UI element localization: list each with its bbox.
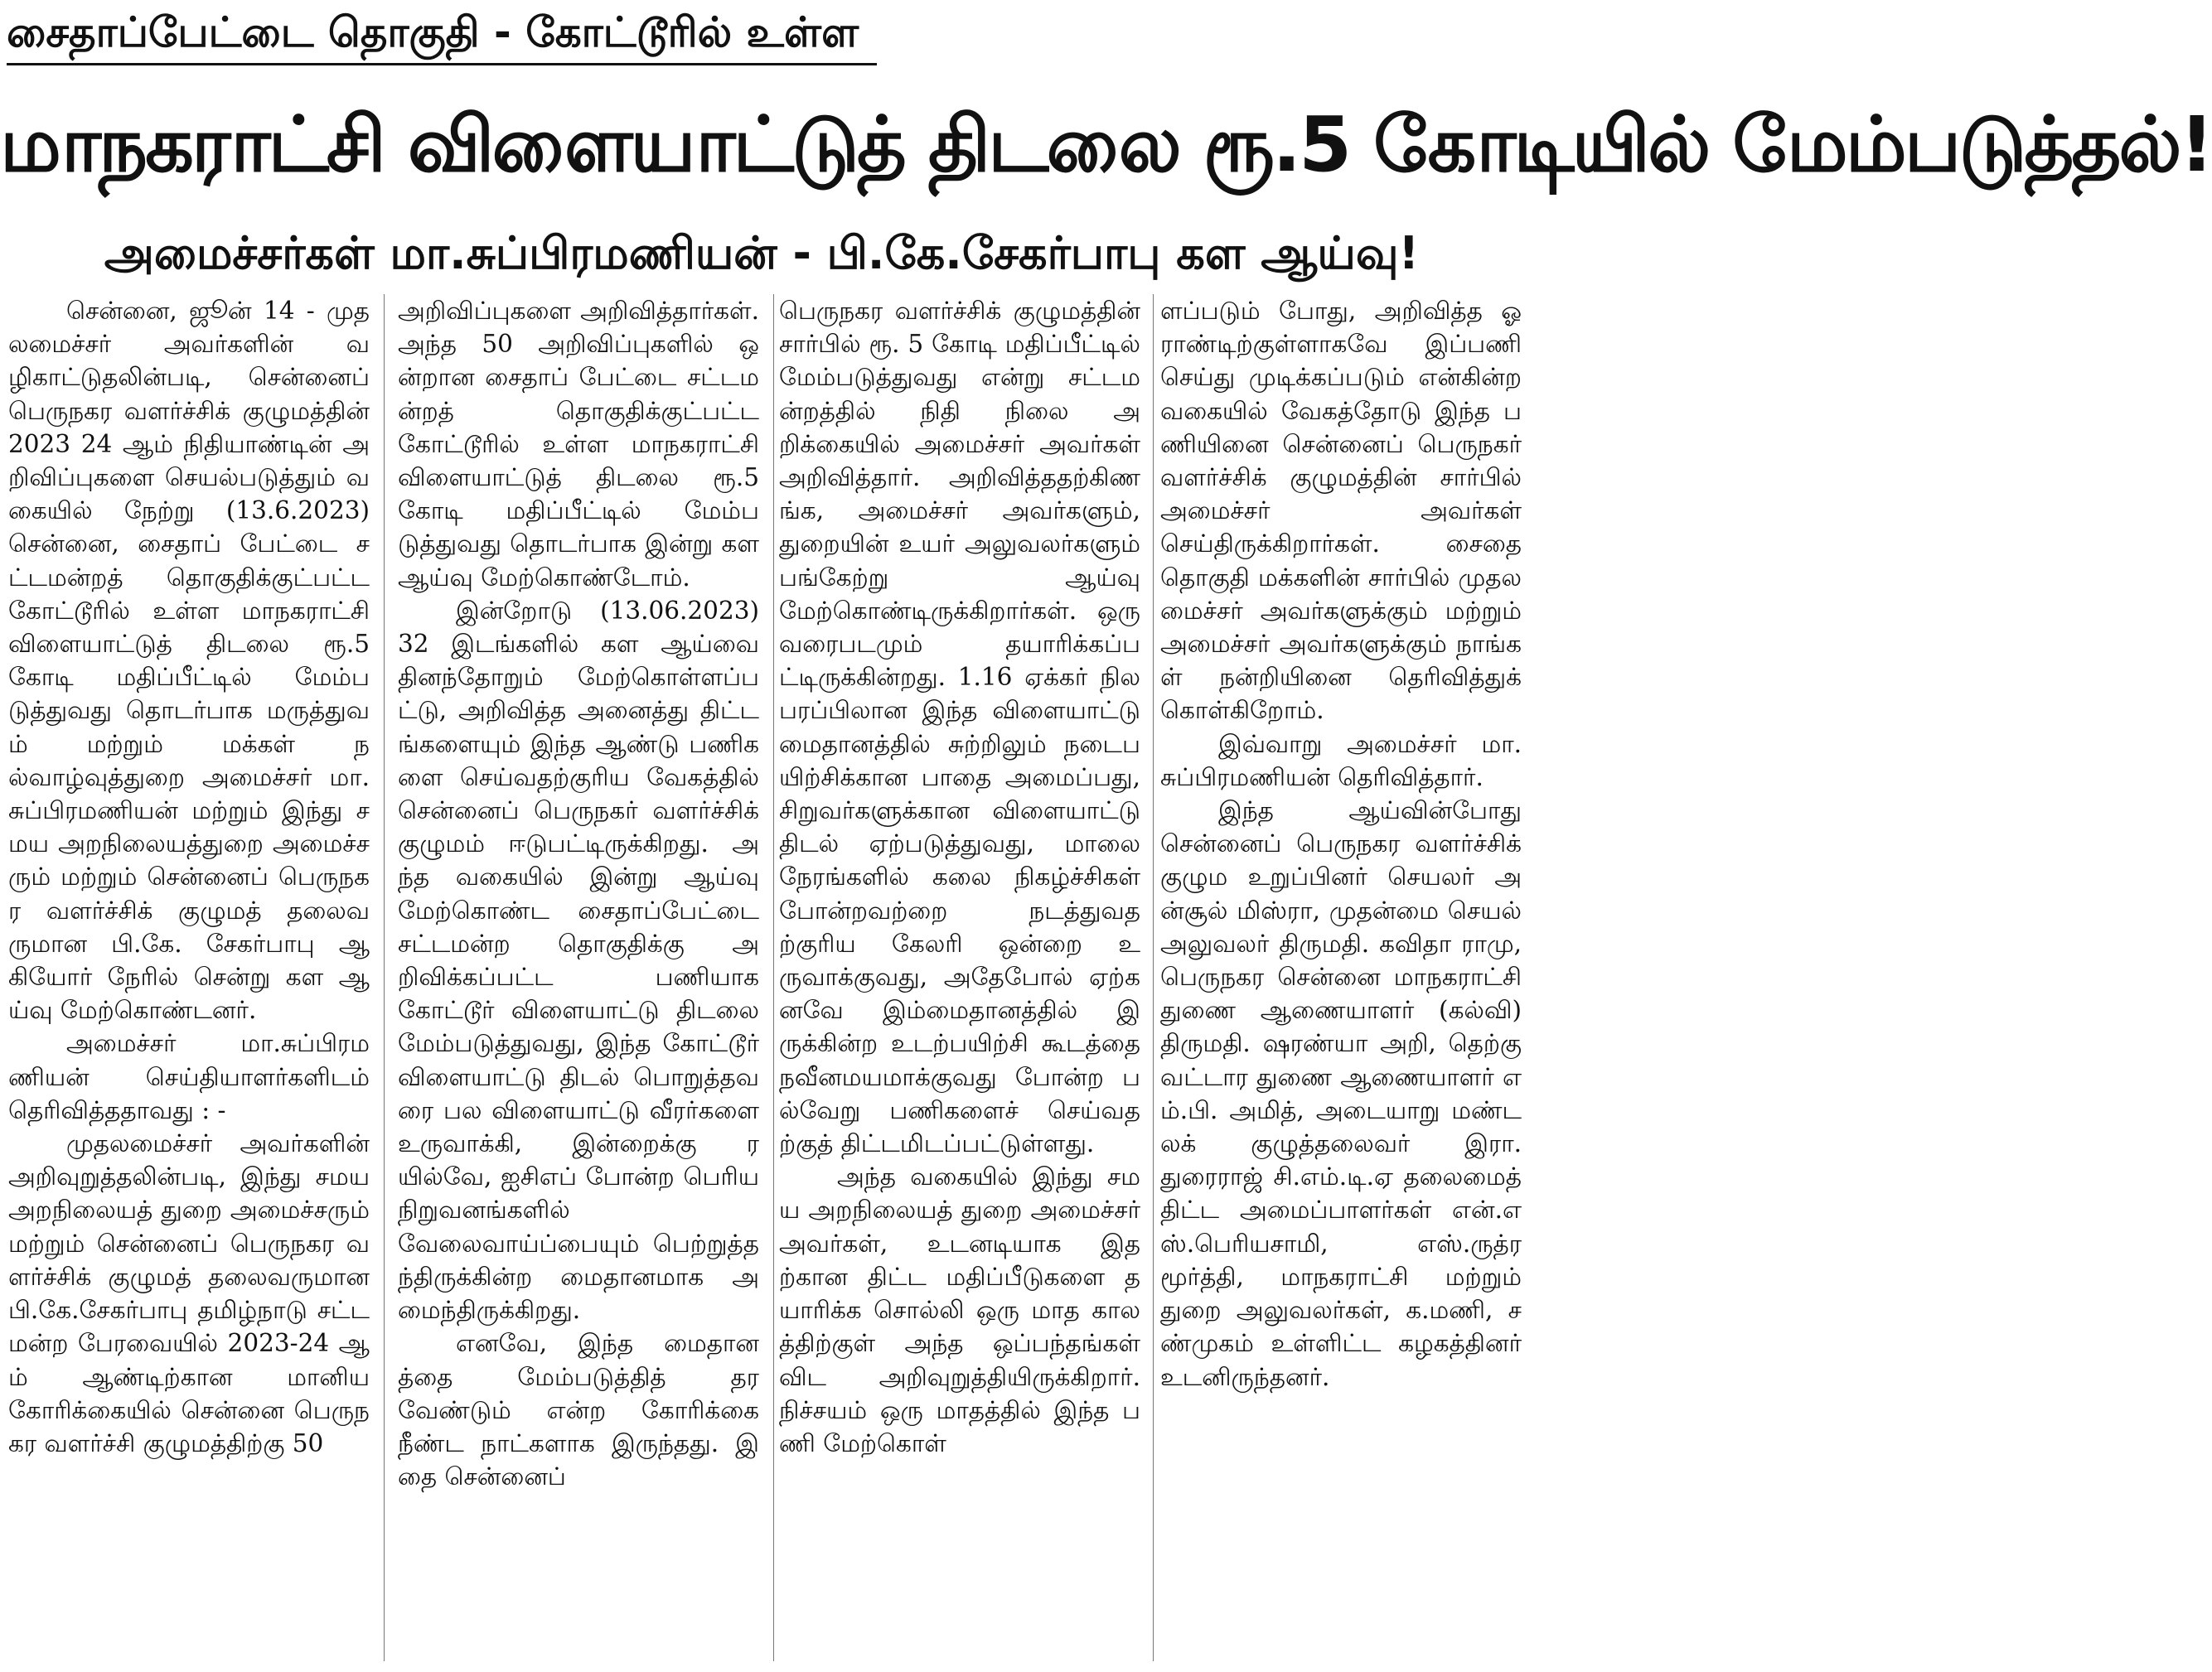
article-column-3 (779, 294, 1140, 1665)
headline: மாநகராட்சி விளையாட்டுத் திடலை ரூ.5 கோடியில் மேம்படுத்தல்! (0, 100, 2212, 189)
paragraph: அமைச்சர் மா.சுப்பிரமணியன் செய்தியாளர்களிடம் தெரிவித்ததாவது : - (8, 1029, 370, 1124)
column-divider (384, 294, 385, 1661)
paragraph: முதலமைச்சர் அவர்களின் அறிவுறுத்தலின்படி, இந்து சமய அறநிலையத் துறை அமைச்சரும் மற்றும் சென்னைப் பெருநகர வளர்ச்சிக் குழுமத் தலைவருமான பி.கே.சேகர்பாபு தமிழ்நாடு சட்டமன்ற பேரவையில் 2023-24 ஆம் ஆண்டிற்கான மானிய கோரிக்கையில் சென்னை பெருநகர வளர்ச்சி குழுமத்திற்கு 50 (8, 1129, 370, 1457)
article-column-2 (398, 294, 759, 1665)
column-divider (1153, 294, 1154, 1661)
column-divider (773, 294, 774, 1661)
subheadline: அமைச்சர்கள் மா.சுப்பிரமணியன் - பி.கே.சேகர்பாபு கள ஆய்வு! (104, 227, 1420, 279)
kicker-line: சைதாப்பேட்டை தொகுதி - கோட்டூரில் உள்ள (7, 3, 877, 65)
paragraph: எனவே, இந்த மைதானத்தை மேம்படுத்தித் தர வேண்டும் என்ற கோரிக்கை நீண்ட நாட்களாக இருந்தது. இதை சென்னைப் (398, 1329, 759, 1491)
article-column-1 (8, 294, 370, 1665)
article-column-4 (1160, 294, 1522, 1665)
paragraph: இந்த ஆய்வின்போது சென்னைப் பெருநகர வளர்ச்சிக் குழும உறுப்பினர் செயலர் அன்சூல் மிஸ்ரா, முதன்மை செயல் அலுவலர் திருமதி. கவிதா ராமு, பெருநகர சென்னை மாநகராட்சி துணை ஆணையாளர் (கல்வி) திருமதி. ஷரண்யா அறி, தெற்கு வட்டார துணை ஆணையாளர் எம்.பி. அமித், அடையாறு மண்டலக் குழுத்தலைவர் இரா.துரைராஜ் சி.எம்.டி.ஏ தலைமைத் திட்ட அமைப்பாளர்கள் என்.எஸ்.பெரியசாமி, எஸ்.ருத்ரமூர்த்தி, மாநகராட்சி மற்றும் துறை அலுவலர்கள், க.மணி, சண்முகம் உள்ளிட்ட கழகத்தினர் உடனிருந்தனர். (1160, 796, 1522, 1391)
paragraph: சென்னை, ஜூன் 14 - முதலமைச்சர் அவர்களின் வழிகாட்டுதலின்படி, சென்னைப் பெருநகர வளர்ச்சிக் குழுமத்தின் 2023 24 ஆம் நிதியாண்டின் அறிவிப்புகளை செயல்படுத்தும் வகையில் நேற்று (13.6.2023) சென்னை, சைதாப் பேட்டை சட்டமன்றத் தொகுதிக்குட்பட்ட கோட்டூரில் உள்ள மாநகராட்சி விளையாட்டுத் திடலை ரூ.5 கோடி மதிப்பீட்டில் மேம்படுத்துவது தொடர்பாக மருத்துவம் மற்றும் மக்கள் நல்வாழ்வுத்துறை அமைச்சர் மா.சுப்பிரமணியன் மற்றும் இந்து சமய அறநிலையத்துறை அமைச்சரும் மற்றும் சென்னைப் பெருநகர வளர்ச்சிக் குழுமத் தலைவருமான பி.கே. சேகர்பாபு ஆகியோர் நேரில் சென்று கள ஆய்வு மேற்கொண்டனர். (8, 297, 370, 1025)
paragraph: ளப்படும் போது, அறிவித்த ஓராண்டிற்குள்ளாகவே இப்பணி செய்து முடிக்கப்படும் என்கின்ற வகையில் வேகத்தோடு இந்த பணியினை சென்னைப் பெருநகர் வளர்ச்சிக் குழுமத்தின் சார்பில் அமைச்சர் அவர்கள் செய்திருக்கிறார்கள். சைதை தொகுதி மக்களின் சார்பில் முதலமைச்சர் அவர்களுக்கும் மற்றும் அமைச்சர் அவர்களுக்கும் நாங்கள் நன்றியினை தெரிவித்துக் கொள்கிறோம். (1160, 297, 1522, 725)
paragraph: அறிவிப்புகளை அறிவித்தார்கள். அந்த 50 அறிவிப்புகளில் ஒன்றான சைதாப் பேட்டை சட்டமன்றத் தொகுதிக்குட்பட்ட கோட்டூரில் உள்ள மாநகராட்சி விளையாட்டுத் திடலை ரூ.5 கோடி மதிப்பீட்டில் மேம்படுத்துவது தொடர்பாக இன்று கள ஆய்வு மேற்கொண்டோம். (398, 297, 759, 592)
paragraph: இன்றோடு (13.06.2023) 32 இடங்களில் கள ஆய்வை தினந்தோறும் மேற்கொள்ளப்பட்டு, அறிவித்த அனைத்து திட்டங்களையும் இந்த ஆண்டு பணிகளை செய்வதற்குரிய வேகத்தில் சென்னைப் பெருநகர் வளர்ச்சிக் குழுமம் ஈடுபட்டிருக்கிறது. அந்த வகையில் இன்று ஆய்வு மேற்கொண்ட சைதாப்பேட்டை சட்டமன்ற தொகுதிக்கு அறிவிக்கப்பட்ட பணியாக கோட்டூர் விளையாட்டு திடலை மேம்படுத்துவது, இந்த கோட்டூர் விளையாட்டு திடல் பொறுத்தவரை பல விளையாட்டு வீரர்களை உருவாக்கி, இன்றைக்கு ரயில்வே, ஐசிஎப் போன்ற பெரிய நிறுவனங்களில் வேலைவாய்ப்பையும் பெற்றுத்தந்திருக்கின்ற மைதானமாக அமைந்திருக்கிறது. (398, 596, 759, 1325)
paragraph: பெருநகர வளர்ச்சிக் குழுமத்தின் சார்பில் ரூ. 5 கோடி மதிப்பீட்டில் மேம்படுத்துவது என்று சட்டமன்றத்தில் நிதி நிலை அறிக்கையில் அமைச்சர் அவர்கள் அறிவித்தார். அறிவித்ததற்கிணங்க, அமைச்சர் அவர்களும், துறையின் உயர் அலுவலர்களும் பங்கேற்று ஆய்வு மேற்கொண்டிருக்கிறார்கள். ஒரு வரைபடமும் தயாரிக்கப்பட்டிருக்கின்றது. 1.16 ஏக்கர் நில பரப்பிலான இந்த விளையாட்டு மைதானத்தில் சுற்றிலும் நடைபயிற்சிக்கான பாதை அமைப்பது, சிறுவர்களுக்கான விளையாட்டு திடல் ஏற்படுத்துவது, மாலை நேரங்களில் கலை நிகழ்ச்சிகள் போன்றவற்றை நடத்துவதற்குரிய கேலரி ஒன்றை உருவாக்குவது, அதேபோல் ஏற்கனவே இம்மைதானத்தில் இருக்கின்ற உடற்பயிற்சி கூடத்தை நவீனமயமாக்குவது போன்ற பல்வேறு பணிகளைச் செய்வதற்குத் திட்டமிடப்பட்டுள்ளது. (779, 297, 1140, 1158)
article-body (8, 294, 1522, 1665)
paragraph: இவ்வாறு அமைச்சர் மா.சுப்பிரமணியன் தெரிவித்தார். (1160, 729, 1522, 791)
paragraph: அந்த வகையில் இந்து சமய அறநிலையத் துறை அமைச்சர் அவர்கள், உடனடியாக இதற்கான திட்ட மதிப்பீடுகளை தயாரிக்க சொல்லி ஒரு மாத காலத்திற்குள் அந்த ஒப்பந்தங்கள் விட அறிவுறுத்தியிருக்கிறார். நிச்சயம் ஒரு மாதத்தில் இந்த பணி மேற்கொள் (779, 1162, 1140, 1457)
